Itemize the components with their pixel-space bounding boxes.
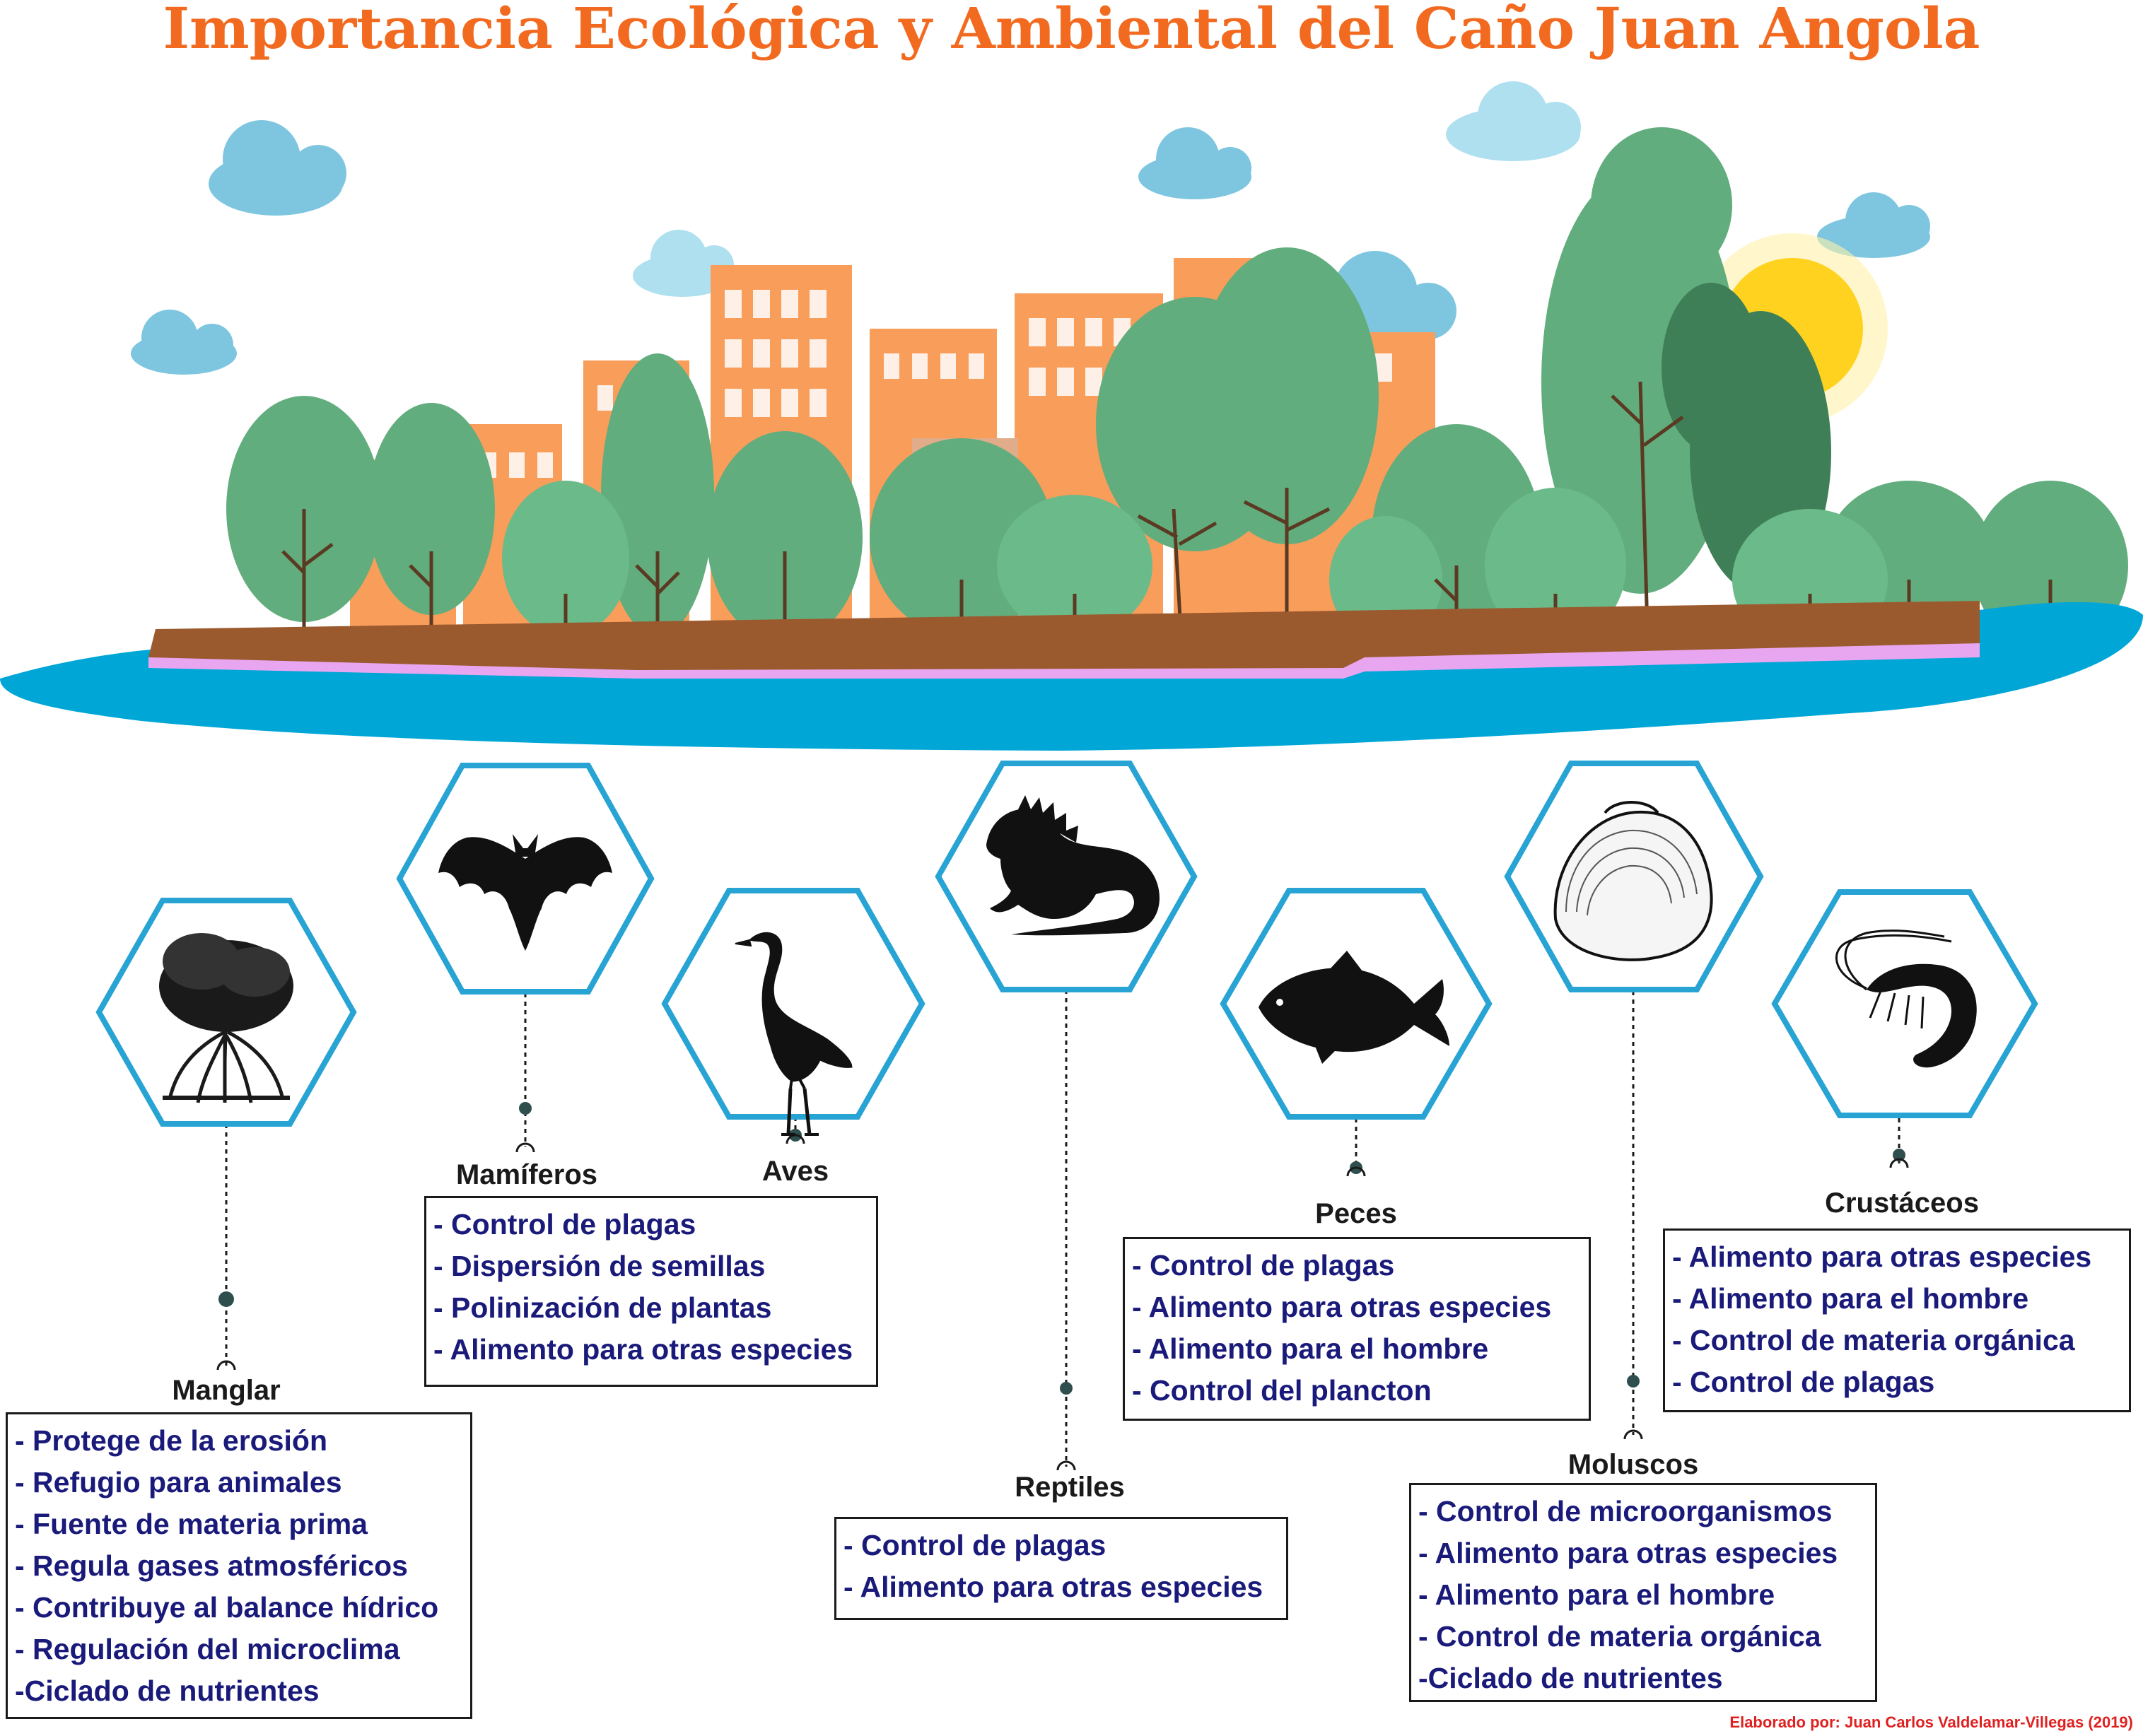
list-item: - Alimento para el hombre (1418, 1578, 1775, 1611)
list-item: - Regulación del microclima (15, 1633, 400, 1665)
label-mamiferos: Mamíferos (455, 1159, 598, 1190)
list-item: - Protege de la erosión (15, 1424, 327, 1457)
connector-dot (1060, 1382, 1073, 1395)
label-manglar: Manglar (172, 1375, 281, 1406)
box-peces (1123, 1237, 1591, 1421)
box-manglar (6, 1412, 472, 1719)
list-item: - Control de plagas (843, 1529, 1106, 1561)
hexagon-crustaceos (1775, 892, 2035, 1115)
connector-dot (519, 1102, 532, 1115)
box-crustaceos (1663, 1228, 2131, 1412)
label-reptiles: Reptiles (1015, 1472, 1125, 1503)
connector-dot (218, 1291, 234, 1307)
page-title: Importancia Ecológica y Ambiental del Caño Juan Angola (163, 0, 1980, 61)
list-item: - Polinización de plantas (433, 1291, 772, 1324)
list-item: - Contribuye al balance hídrico (15, 1591, 439, 1624)
label-crustaceos: Crustáceos (1825, 1187, 1979, 1219)
box-reptiles (834, 1517, 1288, 1620)
list-item: - Control de plagas (1132, 1249, 1395, 1282)
list-item: - Alimento para otras especies (1672, 1241, 2092, 1273)
label-peces: Peces (1315, 1198, 1397, 1229)
list-item: - Alimento para otras especies (433, 1333, 853, 1366)
list-item: - Alimento para otras especies (843, 1571, 1263, 1603)
list-item: - Control de materia orgánica (1672, 1324, 2075, 1356)
label-aves: Aves (761, 1156, 829, 1187)
list-item: - Alimento para el hombre (1132, 1332, 1489, 1365)
list-item: - Alimento para el hombre (1672, 1282, 2029, 1315)
cloud-icon (209, 120, 346, 216)
box-moluscos (1409, 1483, 1877, 1702)
mangrove-tree-icon (159, 933, 293, 1103)
list-item: - Fuente de materia prima (15, 1508, 368, 1540)
list-item: - Regula gases atmosféricos (15, 1549, 408, 1582)
list-item: - Refugio para animales (15, 1466, 342, 1499)
list-item: - Control del plancton (1132, 1374, 1432, 1407)
list-item: - Control de plagas (1672, 1366, 1935, 1398)
cloud-icon (1446, 81, 1581, 161)
list-item: - Alimento para otras especies (1132, 1291, 1552, 1323)
list-item: - Alimento para otras especies (1418, 1537, 1838, 1569)
cloud-icon (1138, 127, 1251, 199)
list-item: -Ciclado de nutrientes (1418, 1662, 1723, 1694)
cloud-icon (131, 310, 237, 375)
box-mamiferos (424, 1196, 878, 1387)
author-credit: Elaborado por: Juan Carlos Valdelamar-Villegas (2019) (1729, 1713, 2133, 1731)
list-item: - Dispersión de semillas (433, 1250, 766, 1282)
label-moluscos: Moluscos (1567, 1449, 1699, 1480)
list-item: - Control de materia orgánica (1418, 1620, 1821, 1653)
connector-dot (1627, 1375, 1640, 1388)
list-item: -Ciclado de nutrientes (15, 1675, 320, 1707)
hexagon-aves (665, 891, 922, 1117)
cano-island (0, 601, 2143, 751)
list-item: - Control de microorganismos (1418, 1495, 1833, 1527)
list-item: - Control de plagas (433, 1208, 696, 1241)
